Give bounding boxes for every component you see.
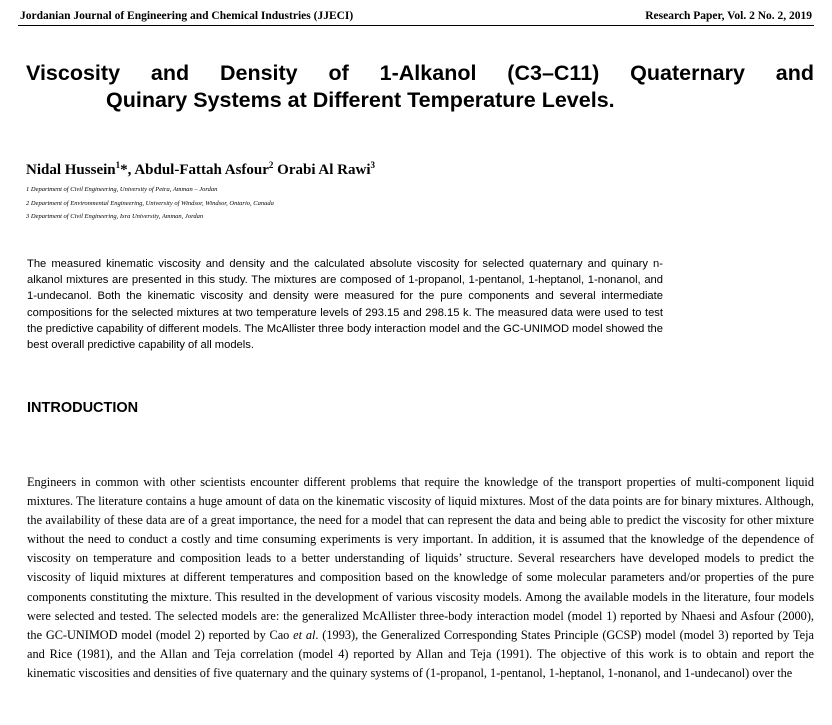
paragraph-text: Engineers in common with other scientists encounter different problems that require the knowledge of the transport properties of multi-component liquid mixtures. The literature contains a huge amount of data on the kinematic viscosity of liquid mixtures. Most of the data points are for binary mixtures. Although, the availability of these data are of a great importance, the need for a model that can represent the data and being able to predict the viscosity for other mixture without the need to conduct a costly and time consuming experiments is very important. In addition, it is assumed that the knowledge of the dependence of viscosity on temperature and composition leads to a better understanding of liquids’ structure. Several researchers have developed models to predict the viscosity of liquid mixtures at different temperatures and composition based on the knowledge of some molecular parameters and/or properties of the pure components constituting the mixture. This resulted in the development of various viscosity models. Among the available models in the literature, four models were selected and tested. The selected models are: the generalized McAllister three-body interaction model (model 1) reported by Nhaesi and Asfour (2000), the GC-UNIMOD model (model 2) reported by Cao	[27, 475, 814, 642]
author-name: Nidal Hussein	[26, 162, 116, 178]
author-list	[26, 160, 375, 179]
author-affiliation-mark: 3	[370, 160, 376, 170]
affiliation-item: 3 Department of Civil Engineering, Isra University, Amman, Jordan	[26, 213, 204, 220]
author-affiliation-mark: 2	[268, 160, 274, 170]
affiliation-item: 2 Department of Environmental Engineering, University of Windsor, Windsor, Ontario, Canada	[26, 199, 274, 207]
title-line-2: Quinary Systems at Different Temperature Levels.	[106, 88, 615, 112]
author-affiliation-mark: 1	[115, 160, 121, 170]
abstract-text: The measured kinematic viscosity and density and the calculated absolute viscosity for selected quaternary and quinary n-alkanol mixtures are presented in this study. The mixtures are composed of 1-propanol, 1-pentanol, 1-heptanol, 1-nonanol, and 1-undecanol. Both the kinematic viscosity and density were measured for the pure components and several intermediate compositions for the selected mixtures at two temperature levels of 293.15 and 298.15 k. The measured data were used to test the predictive capability of different models. The McAllister three body interaction model and the GC-UNIMOD model showed the best overall predictive capability of all models.	[27, 258, 663, 352]
section-heading-introduction: INTRODUCTION	[27, 400, 139, 416]
paper-info: Research Paper, Vol. 2 No. 2, 2019	[645, 10, 812, 22]
author-name: Orabi Al Rawi	[277, 162, 371, 178]
affiliation-item: 1 Department of Civil Engineering, University of Petra, Amman – Jordan	[26, 186, 218, 193]
affiliation-list	[26, 183, 274, 224]
journal-name: Jordanian Journal of Engineering and Chemical Industries (JJECI)	[20, 10, 354, 22]
running-header	[18, 9, 814, 26]
title-line-1: Viscosity and Density of 1-Alkanol (C3–C11) Quaternary and	[26, 61, 814, 85]
author-separator: *,	[120, 162, 135, 178]
paper-title	[26, 60, 814, 114]
introduction-paragraph	[27, 473, 814, 683]
paragraph-text: . (1993), the Generalized Corresponding States Principle (GCSP) model (model 3) reported by Teja and Rice (1981), and the Allan and Teja correlation (model 4) reported by Allan and Teja (1991). The objective of this work is to obtain and report the kinematic viscosities and densities of five quaternary and the quinary systems of (1-propanol, 1-pentanol, 1-heptanol, 1-nonanol, and 1-undecanol) over the	[27, 627, 815, 680]
author-name: Abdul-Fattah Asfour	[134, 162, 269, 178]
citation-et-al: et al	[293, 627, 316, 642]
